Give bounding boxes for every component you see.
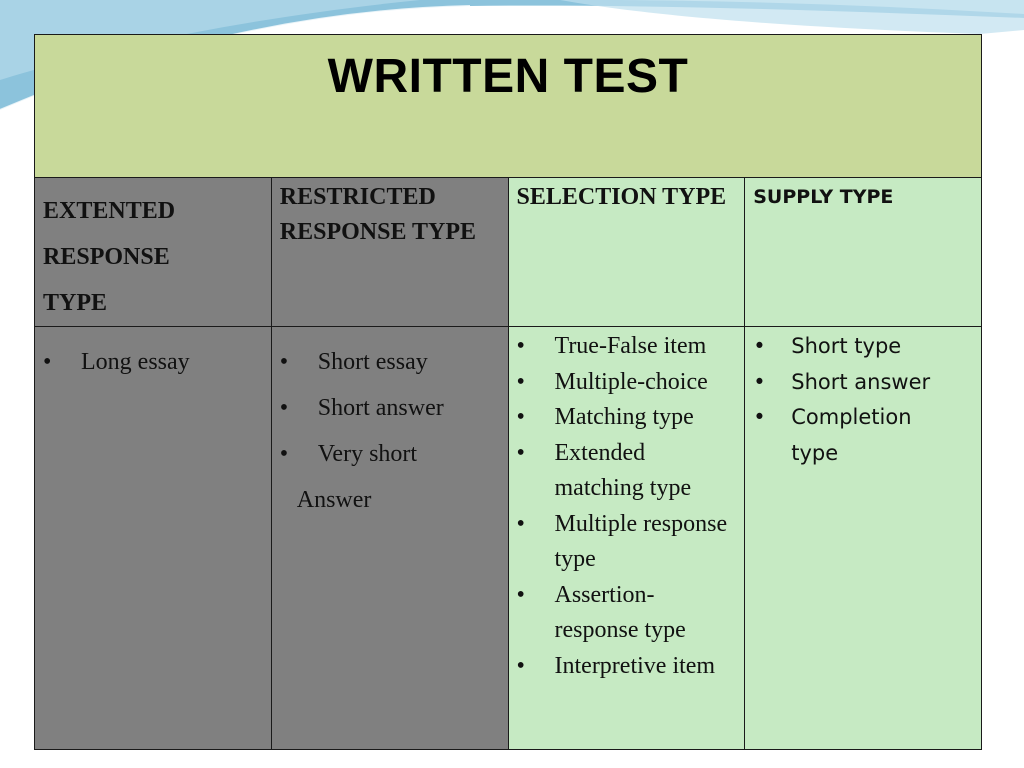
list-item: • Extended matching type [517, 436, 745, 507]
cell-supply-type [745, 327, 982, 750]
header-extended-response [35, 178, 272, 327]
header-line: RESTRICTED [279, 184, 436, 210]
header-selection-type [508, 178, 745, 327]
bullet-icon: • [516, 652, 525, 679]
header-line: TYPE [43, 290, 108, 316]
bullet-icon: • [516, 368, 525, 395]
list-item: • Matching type [517, 400, 745, 436]
list-item: • Assertion-response type [517, 578, 745, 649]
header-restricted-response [271, 178, 508, 327]
cell-restricted-response [271, 327, 508, 750]
list-item: • True-False item [517, 329, 745, 365]
bullet-icon: • [43, 349, 52, 375]
list-item: • Completion type [753, 400, 981, 471]
bullet-icon: • [516, 510, 525, 537]
bullet-icon: • [753, 369, 766, 394]
written-test-table [34, 34, 982, 750]
bullet-icon: • [753, 405, 766, 429]
header-supply-type [745, 178, 982, 327]
bullet-icon: • [516, 333, 525, 359]
bullet-icon: • [279, 349, 289, 375]
header-line: SUPPLY TYPE [753, 186, 894, 208]
list-item: • Long essay [43, 339, 271, 385]
bullet-icon: • [279, 441, 289, 467]
header-line: RESPONSE [43, 244, 170, 270]
header-line: RESPONSE TYPE [279, 219, 477, 245]
list-item: • Multiple response type [517, 507, 745, 578]
list-item: • Multiple-choice [517, 365, 745, 401]
title-cell [35, 35, 982, 178]
list-item-continuation: Answer [296, 487, 372, 513]
header-line: EXTENTED [43, 198, 176, 224]
bullet-icon: • [516, 439, 525, 466]
list-item: • Very short [280, 431, 508, 477]
list-item: • Short answer [280, 385, 508, 431]
list-item: • Short essay [280, 339, 508, 385]
bullet-icon: • [279, 395, 289, 421]
bullet-icon: • [516, 404, 525, 430]
list-item: • Short answer [753, 365, 981, 401]
cell-extended-response [35, 327, 272, 750]
bullet-icon: • [516, 581, 525, 608]
bullet-icon: • [753, 334, 766, 358]
table-title: WRITTEN TEST [327, 50, 689, 103]
list-item: • Interpretive item [517, 649, 745, 685]
cell-selection-type [508, 327, 745, 750]
list-item: • Short type [753, 329, 981, 365]
header-line: SELECTION TYPE [516, 184, 727, 210]
